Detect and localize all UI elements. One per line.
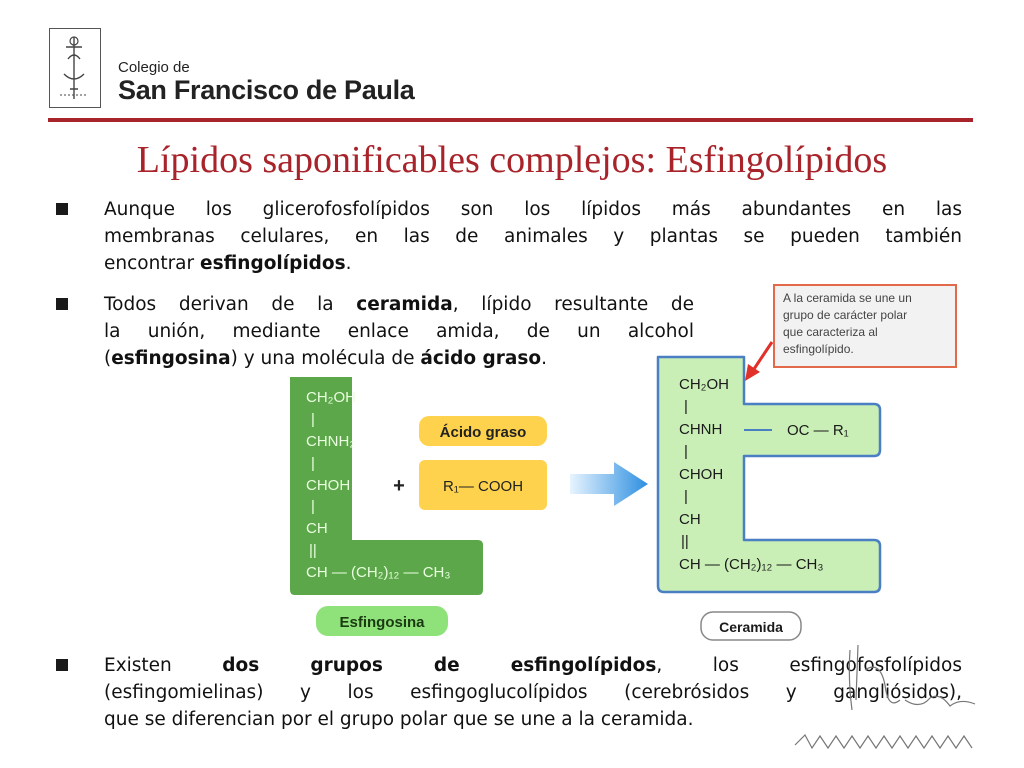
paragraph-line: (esfingosina) y una molécula de ácido graso. (104, 348, 547, 369)
reaction-arrow-icon (570, 462, 648, 506)
paragraph-line: la unión, mediante enlace amida, de un alcohol (104, 321, 694, 342)
paragraph-line: (esfingomielinas) y los esfingoglucolípidos (cerebrósidos y gangliósidos), (104, 682, 962, 703)
formula-row: CH₂OH (306, 389, 356, 406)
formula-row: CHNH₂ (306, 433, 356, 450)
slide-title: Lípidos saponificables complejos: Esfingolípidos (136, 139, 888, 181)
ceramida-label: Ceramida (719, 619, 783, 635)
paragraph-line: encontrar esfingolípidos. (104, 253, 352, 274)
formula-row: CH — (CH₂)₁₂ — CH₃ (679, 556, 824, 573)
esfingosina-label: Esfingosina (339, 614, 425, 631)
paragraph-line: Todos derivan de la ceramida, lípido resultante de (104, 294, 694, 315)
school-name-line2: San Francisco de Paula (118, 75, 415, 105)
formula-row: | (311, 498, 315, 515)
formula-row: | (684, 398, 688, 415)
formula-row: CHOH (679, 466, 724, 483)
handwritten-scribble (790, 640, 990, 765)
formula-row: | (311, 411, 315, 428)
bold-term: dos grupos de esfingolípidos (222, 655, 657, 676)
formula-row: || (309, 542, 317, 559)
bold-term: esfingosina (111, 348, 231, 369)
note-line: que caracteriza al (783, 325, 878, 339)
formula-row: CHOH (306, 477, 351, 494)
school-name-line1: Colegio de (118, 59, 190, 76)
paragraph-line: que se diferencian por el grupo polar que se une a la ceramida. (104, 709, 694, 730)
formula-row: | (684, 488, 688, 505)
formula-row: | (684, 443, 688, 460)
paragraph-line: membranas celulares, en las de animales y plantas se pueden también (104, 226, 962, 247)
plus-sign: + (393, 475, 405, 497)
arrowhead (745, 364, 760, 381)
formula-row: | (311, 455, 315, 472)
acido-label: Ácido graso (439, 424, 527, 441)
note-line: esfingolípido. (783, 342, 854, 356)
bold-term: ácido graso (420, 348, 542, 369)
note-line: A la ceramida se une un (783, 291, 912, 305)
note-pointer-arrow-icon (752, 342, 772, 372)
formula-row: CH (306, 520, 328, 537)
bold-term: esfingolípidos (200, 253, 346, 274)
note-line: grupo de carácter polar (783, 308, 908, 322)
formula-row: CHNH (679, 421, 723, 438)
formula-row: CH — (CH₂)₁₂ — CH₃ (306, 564, 451, 581)
acido-formula: R₁— COOH (442, 478, 524, 495)
ceramida-side-group: OC — R₁ (787, 422, 849, 439)
bold-term: ceramida (356, 294, 453, 315)
paragraph-line: Aunque los glicerofosfolípidos son los lípidos más abundantes en las (104, 199, 962, 220)
bullet-marker (56, 659, 68, 671)
paragraph-line: Existen dos grupos de esfingolípidos, los esfingofosfolípidos (104, 655, 962, 676)
formula-row: || (681, 533, 689, 550)
formula-row: CH (679, 511, 701, 528)
formula-row: CH₂OH (679, 376, 729, 393)
